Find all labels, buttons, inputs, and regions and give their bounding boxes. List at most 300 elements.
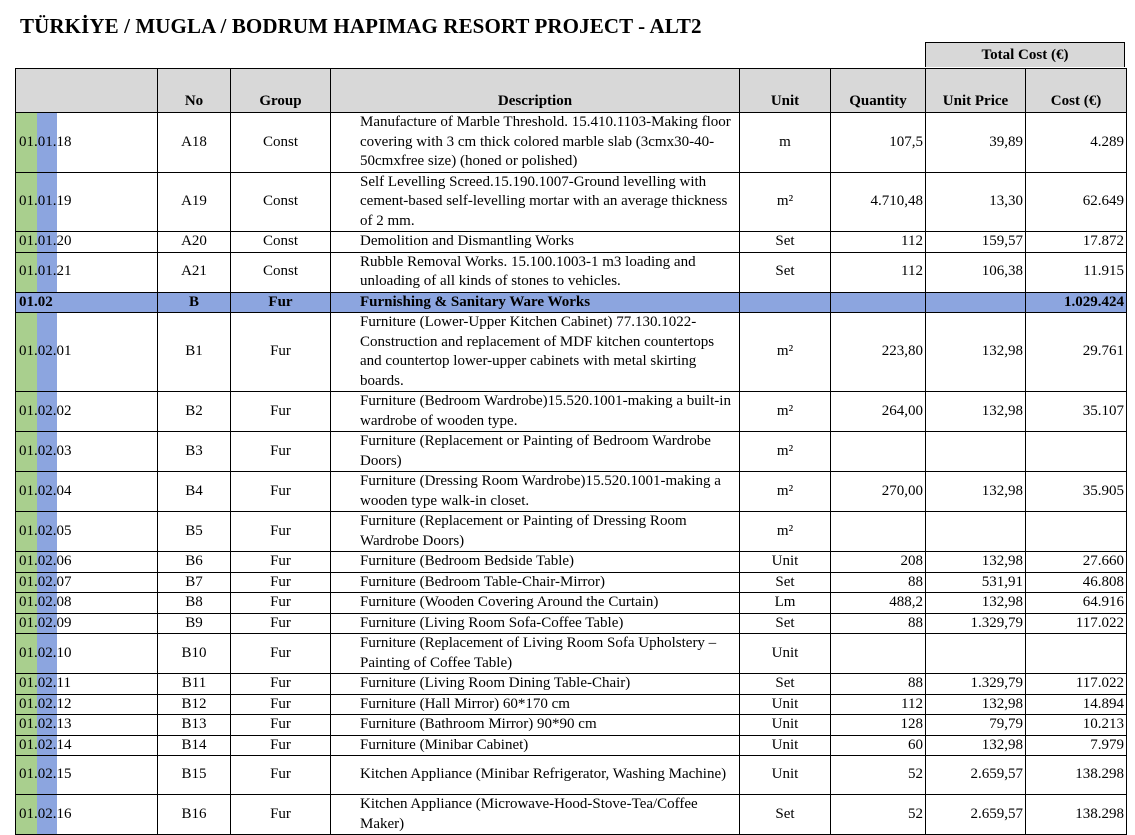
table-row bbox=[16, 756, 1127, 795]
cell-unit bbox=[740, 795, 831, 835]
cell-unit-price bbox=[926, 512, 1026, 552]
cell-quantity bbox=[831, 552, 926, 573]
cell-no bbox=[158, 756, 231, 795]
cell-unit-price-text: 2.659,57 bbox=[970, 766, 1023, 783]
table-row bbox=[16, 634, 1127, 674]
cell-no-text: B9 bbox=[185, 614, 203, 631]
cell-code-text: 01.02.09 bbox=[19, 614, 72, 631]
cell-unit-price bbox=[926, 232, 1026, 253]
cell-cost-text: 7.979 bbox=[1090, 736, 1124, 753]
cell-unit bbox=[740, 572, 831, 593]
cell-description-text: Manufacture of Marble Threshold. 15.410.1103-Making floor covering with 3 cm thick colored marble slab (3cmx30-40-50cmxfree size) (honed or polished) bbox=[360, 114, 731, 169]
cell-no bbox=[158, 472, 231, 512]
cell-description-text: Rubble Removal Works. 15.100.1003-1 m3 loading and unloading of all kinds of stones to vehicles. bbox=[360, 253, 696, 289]
boq-table bbox=[15, 68, 1127, 835]
cell-group-text: Fur bbox=[270, 482, 291, 499]
cell-cost-text: 35.905 bbox=[1082, 482, 1124, 499]
cell-unit-price-text: 106,38 bbox=[981, 263, 1023, 280]
cell-code bbox=[16, 252, 158, 292]
header-row bbox=[16, 69, 1127, 113]
cell-cost bbox=[1026, 172, 1127, 232]
cell-code-text: 01.02.01 bbox=[19, 343, 72, 360]
cell-description bbox=[331, 613, 740, 634]
cell-quantity bbox=[831, 572, 926, 593]
cell-unit-price-text: 159,57 bbox=[981, 233, 1023, 249]
cell-unit-price bbox=[926, 552, 1026, 573]
cell-unit-text: m² bbox=[776, 193, 794, 209]
cell-description bbox=[331, 252, 740, 292]
cell-group-text: Fur bbox=[270, 522, 291, 539]
cell-quantity bbox=[831, 252, 926, 292]
cell-unit bbox=[740, 735, 831, 756]
cell-quantity bbox=[831, 432, 926, 472]
cell-no bbox=[158, 313, 231, 392]
cell-unit bbox=[740, 694, 831, 715]
cell-cost bbox=[1026, 232, 1127, 253]
cell-cost-text: 35.107 bbox=[1082, 402, 1124, 419]
cell-group-text: Fur bbox=[270, 675, 291, 691]
cell-unit-text: Unit bbox=[771, 736, 799, 753]
cell-unit-text: m² bbox=[776, 442, 794, 459]
cell-cost bbox=[1026, 113, 1127, 173]
cell-cost bbox=[1026, 512, 1127, 552]
cell-description bbox=[331, 715, 740, 736]
cell-unit-text: Unit bbox=[771, 766, 799, 783]
table-row bbox=[16, 512, 1127, 552]
cell-code bbox=[16, 715, 158, 736]
cell-unit bbox=[740, 113, 831, 173]
table-row bbox=[16, 715, 1127, 736]
cell-no-text: B2 bbox=[185, 402, 203, 419]
cell-unit-price bbox=[926, 113, 1026, 173]
cell-group-text: Const bbox=[262, 233, 298, 249]
cell-no bbox=[158, 674, 231, 695]
cell-no bbox=[158, 512, 231, 552]
table-row bbox=[16, 313, 1127, 392]
cell-description-text: Furniture (Wooden Covering Around the Curtain) bbox=[360, 594, 659, 610]
cell-group-text: Fur bbox=[270, 736, 291, 753]
cell-unit-price-text: 132,98 bbox=[981, 695, 1023, 712]
col-header-unit: Unit bbox=[740, 69, 831, 113]
cell-unit bbox=[740, 232, 831, 253]
cell-group-text: Const bbox=[262, 263, 298, 280]
table-row bbox=[16, 432, 1127, 472]
cell-unit-price bbox=[926, 572, 1026, 593]
cell-quantity bbox=[831, 472, 926, 512]
cell-unit-price bbox=[926, 715, 1026, 736]
cell-code bbox=[16, 674, 158, 695]
cell-quantity bbox=[831, 634, 926, 674]
cell-group-text: Fur bbox=[270, 573, 291, 590]
cell-cost bbox=[1026, 432, 1127, 472]
cell-unit-price-text: 132,98 bbox=[981, 553, 1023, 569]
cell-unit bbox=[740, 292, 831, 313]
cell-quantity bbox=[831, 735, 926, 756]
cell-unit-price-text: 2.659,57 bbox=[970, 805, 1023, 822]
cell-unit bbox=[740, 252, 831, 292]
cell-code-text: 01.01.21 bbox=[19, 263, 72, 280]
cell-no bbox=[158, 572, 231, 593]
cell-unit bbox=[740, 593, 831, 614]
cell-unit-price-text: 39,89 bbox=[989, 133, 1023, 150]
cell-no-text: B bbox=[188, 293, 199, 310]
cell-cost bbox=[1026, 392, 1127, 432]
cell-quantity bbox=[831, 795, 926, 835]
cell-unit-text: Set bbox=[775, 263, 795, 280]
cell-unit bbox=[740, 313, 831, 392]
cell-unit-price-text: 79,79 bbox=[989, 716, 1023, 732]
cell-description-text: Furniture (Hall Mirror) 60*170 cm bbox=[360, 695, 570, 712]
cell-unit-text: m bbox=[779, 133, 791, 150]
cell-code bbox=[16, 432, 158, 472]
cell-no bbox=[158, 252, 231, 292]
cell-no-text: B5 bbox=[185, 522, 203, 539]
cell-unit-price-text: 1.329,79 bbox=[970, 614, 1023, 631]
cell-group-text: Fur bbox=[270, 766, 291, 783]
cell-quantity-text: 88 bbox=[908, 675, 923, 691]
cell-cost-text: 27.660 bbox=[1082, 553, 1124, 569]
cell-cost-text: 46.808 bbox=[1082, 573, 1124, 590]
cell-quantity-text: 223,80 bbox=[881, 343, 923, 360]
cell-no-text: B14 bbox=[181, 736, 207, 753]
cell-group-text: Fur bbox=[270, 594, 291, 610]
cell-code bbox=[16, 292, 158, 313]
cell-cost bbox=[1026, 756, 1127, 795]
cell-code bbox=[16, 552, 158, 573]
cell-description bbox=[331, 552, 740, 573]
cell-description-text: Kitchen Appliance (Minibar Refrigerator, Washing Machine) bbox=[360, 766, 727, 783]
cell-unit-text: Set bbox=[775, 805, 795, 822]
cell-description bbox=[331, 512, 740, 552]
cell-unit-price bbox=[926, 593, 1026, 614]
cell-unit-price bbox=[926, 172, 1026, 232]
cell-group-text: Fur bbox=[270, 695, 291, 712]
cell-no bbox=[158, 634, 231, 674]
cell-code-text: 01.02.08 bbox=[19, 594, 72, 610]
cell-unit-price bbox=[926, 613, 1026, 634]
cell-quantity-text: 60 bbox=[908, 736, 923, 753]
cell-no bbox=[158, 392, 231, 432]
table-row bbox=[16, 613, 1127, 634]
cell-code bbox=[16, 694, 158, 715]
cell-unit-text: Set bbox=[775, 675, 795, 691]
table-row bbox=[16, 593, 1127, 614]
cell-description-text: Furniture (Replacement or Painting of Dressing Room Wardrobe Doors) bbox=[360, 513, 687, 549]
cell-cost bbox=[1026, 795, 1127, 835]
cell-unit-price bbox=[926, 313, 1026, 392]
col-header-code bbox=[16, 69, 158, 113]
cell-code-text: 01.02.16 bbox=[19, 805, 72, 822]
cell-code bbox=[16, 593, 158, 614]
cell-quantity-text: 112 bbox=[901, 263, 923, 280]
cell-code-text: 01.02.12 bbox=[19, 695, 72, 712]
table-row bbox=[16, 735, 1127, 756]
cell-unit bbox=[740, 512, 831, 552]
cell-description-text: Furniture (Lower-Upper Kitchen Cabinet) 77.130.1022-Construction and replacement of MDF kitchen countertops and countertop lower-upper cabinets with metal skirting boards. bbox=[360, 314, 715, 389]
cell-unit-price-text: 132,98 bbox=[981, 482, 1023, 499]
cell-no bbox=[158, 232, 231, 253]
cell-unit-text: m² bbox=[776, 343, 794, 360]
cell-group bbox=[231, 694, 331, 715]
cell-code bbox=[16, 512, 158, 552]
cell-unit-text: Unit bbox=[771, 716, 799, 732]
cell-unit-price-text: 531,91 bbox=[981, 573, 1023, 590]
cell-cost-text: 64.916 bbox=[1082, 594, 1124, 610]
cell-unit bbox=[740, 392, 831, 432]
total-cost-header: Total Cost (€) bbox=[925, 42, 1125, 67]
cell-quantity bbox=[831, 313, 926, 392]
table-row bbox=[16, 252, 1127, 292]
cell-cost-text: 138.298 bbox=[1075, 805, 1124, 822]
cell-no-text: A21 bbox=[181, 263, 207, 280]
cell-code bbox=[16, 172, 158, 232]
cell-unit-price bbox=[926, 292, 1026, 313]
cell-cost bbox=[1026, 694, 1127, 715]
col-header-group: Group bbox=[231, 69, 331, 113]
cell-unit-price bbox=[926, 735, 1026, 756]
cell-no bbox=[158, 795, 231, 835]
cell-description bbox=[331, 232, 740, 253]
cell-group bbox=[231, 392, 331, 432]
cell-description bbox=[331, 472, 740, 512]
cell-group bbox=[231, 252, 331, 292]
cell-code-text: 01.02.06 bbox=[19, 553, 72, 569]
cell-description bbox=[331, 795, 740, 835]
cell-cost bbox=[1026, 252, 1127, 292]
cell-description-text: Furniture (Minibar Cabinet) bbox=[360, 736, 529, 753]
cell-group bbox=[231, 292, 331, 313]
cell-code bbox=[16, 613, 158, 634]
cell-unit-text: Lm bbox=[774, 594, 796, 610]
cell-group-text: Fur bbox=[268, 293, 293, 310]
cell-group-text: Fur bbox=[270, 442, 291, 459]
table-row bbox=[16, 795, 1127, 835]
cell-unit bbox=[740, 674, 831, 695]
cell-description-text: Self Levelling Screed.15.190.1007-Ground levelling with cement-based self-levelling mortar with an average thickness of 2 mm. bbox=[360, 173, 728, 229]
cell-unit bbox=[740, 172, 831, 232]
cell-quantity bbox=[831, 292, 926, 313]
cell-group bbox=[231, 472, 331, 512]
cell-group bbox=[231, 756, 331, 795]
cell-quantity-text: 107,5 bbox=[889, 133, 923, 150]
cell-unit-price-text: 132,98 bbox=[981, 402, 1023, 419]
cell-no bbox=[158, 694, 231, 715]
cell-cost bbox=[1026, 735, 1127, 756]
cell-cost-text: 14.894 bbox=[1082, 695, 1124, 712]
cell-description-text: Furniture (Replacement or Painting of Bedroom Wardrobe Doors) bbox=[360, 433, 711, 469]
cell-description-text: Kitchen Appliance (Microwave-Hood-Stove-Tea/Coffee Maker) bbox=[360, 796, 698, 832]
cell-no bbox=[158, 715, 231, 736]
cell-cost-text: 17.872 bbox=[1082, 233, 1124, 249]
cell-quantity-text: 112 bbox=[901, 695, 923, 712]
cell-quantity bbox=[831, 172, 926, 232]
cell-code-text: 01.02.15 bbox=[19, 766, 72, 783]
cell-description-text: Furnishing & Sanitary Ware Works bbox=[360, 293, 591, 310]
cell-group bbox=[231, 113, 331, 173]
cell-code bbox=[16, 572, 158, 593]
cell-cost bbox=[1026, 552, 1127, 573]
cell-cost bbox=[1026, 472, 1127, 512]
cell-group bbox=[231, 715, 331, 736]
cell-no-text: B4 bbox=[185, 482, 203, 499]
cell-quantity-text: 270,00 bbox=[881, 482, 923, 499]
cell-group bbox=[231, 232, 331, 253]
cell-no-text: B10 bbox=[181, 644, 207, 661]
cell-code bbox=[16, 756, 158, 795]
cell-unit bbox=[740, 613, 831, 634]
cell-code-text: 01.02.07 bbox=[19, 573, 72, 590]
cell-unit-text: Unit bbox=[771, 695, 799, 712]
cell-cost-text: 10.213 bbox=[1082, 716, 1124, 732]
cell-quantity-text: 88 bbox=[908, 614, 923, 631]
cell-group bbox=[231, 512, 331, 552]
cell-group-text: Const bbox=[262, 193, 298, 209]
cell-description-text: Furniture (Bedroom Table-Chair-Mirror) bbox=[360, 573, 605, 590]
cell-unit-text: Unit bbox=[771, 644, 799, 661]
cell-unit-text: m² bbox=[776, 522, 794, 539]
col-header-unit-price: Unit Price bbox=[926, 69, 1026, 113]
cell-no-text: A19 bbox=[181, 193, 207, 209]
cell-group bbox=[231, 552, 331, 573]
cell-unit-price bbox=[926, 694, 1026, 715]
cell-quantity-text: 112 bbox=[901, 233, 923, 249]
cell-unit-price-text: 132,98 bbox=[981, 343, 1023, 360]
cell-description-text: Furniture (Replacement of Living Room Sofa Upholstery – Painting of Coffee Table) bbox=[360, 635, 717, 671]
cell-no-text: B12 bbox=[181, 695, 207, 712]
cell-no bbox=[158, 552, 231, 573]
cell-code bbox=[16, 232, 158, 253]
table-row bbox=[16, 392, 1127, 432]
cell-unit bbox=[740, 552, 831, 573]
table-row bbox=[16, 113, 1127, 173]
section-row bbox=[16, 292, 1127, 313]
cell-code bbox=[16, 634, 158, 674]
cell-cost bbox=[1026, 674, 1127, 695]
cell-description-text: Furniture (Dressing Room Wardrobe)15.520.1001-making a wooden type walk-in closet. bbox=[360, 473, 721, 509]
table-row bbox=[16, 232, 1127, 253]
cell-quantity-text: 128 bbox=[900, 716, 923, 732]
table-row bbox=[16, 472, 1127, 512]
cell-no bbox=[158, 292, 231, 313]
table-row bbox=[16, 572, 1127, 593]
cell-description-text: Furniture (Living Room Sofa-Coffee Table) bbox=[360, 614, 624, 631]
cell-unit-price bbox=[926, 432, 1026, 472]
col-header-no: No bbox=[158, 69, 231, 113]
cell-description bbox=[331, 756, 740, 795]
cell-quantity bbox=[831, 674, 926, 695]
cell-cost bbox=[1026, 593, 1127, 614]
cell-code bbox=[16, 795, 158, 835]
cell-cost-text: 117.022 bbox=[1075, 614, 1124, 631]
cell-no-text: B11 bbox=[181, 675, 207, 691]
cell-group-text: Fur bbox=[270, 402, 291, 419]
cell-code-text: 01.02.05 bbox=[19, 522, 72, 539]
cell-cost bbox=[1026, 715, 1127, 736]
cell-group-text: Fur bbox=[270, 553, 291, 569]
cell-cost-text: 4.289 bbox=[1090, 133, 1124, 150]
cell-group-text: Const bbox=[262, 133, 298, 150]
cell-group-text: Fur bbox=[270, 343, 291, 360]
table-row bbox=[16, 674, 1127, 695]
cell-description bbox=[331, 432, 740, 472]
cell-quantity-text: 52 bbox=[908, 805, 923, 822]
cell-description bbox=[331, 292, 740, 313]
cell-quantity-text: 4.710,48 bbox=[870, 193, 923, 209]
cell-cost bbox=[1026, 572, 1127, 593]
cell-description bbox=[331, 694, 740, 715]
cell-unit bbox=[740, 715, 831, 736]
cell-group bbox=[231, 795, 331, 835]
cell-description-text: Furniture (Living Room Dining Table-Chair) bbox=[360, 675, 631, 691]
cell-no-text: B6 bbox=[185, 553, 203, 569]
cell-unit-price bbox=[926, 252, 1026, 292]
cell-group-text: Fur bbox=[270, 805, 291, 822]
cell-no bbox=[158, 113, 231, 173]
cell-cost bbox=[1026, 613, 1127, 634]
cell-unit-price-text: 1.329,79 bbox=[970, 675, 1023, 691]
cell-code-text: 01.02.04 bbox=[19, 482, 72, 499]
cell-unit bbox=[740, 634, 831, 674]
cell-group bbox=[231, 172, 331, 232]
cell-code-text: 01.02.10 bbox=[19, 644, 72, 661]
cell-unit-price bbox=[926, 392, 1026, 432]
cell-description bbox=[331, 572, 740, 593]
cell-code bbox=[16, 313, 158, 392]
cell-code-text: 01.02.11 bbox=[19, 675, 71, 691]
cell-no-text: A20 bbox=[181, 233, 207, 249]
cell-no bbox=[158, 172, 231, 232]
cell-description bbox=[331, 735, 740, 756]
cell-unit-price bbox=[926, 634, 1026, 674]
cell-unit-price bbox=[926, 472, 1026, 512]
cell-quantity bbox=[831, 715, 926, 736]
cell-quantity-text: 488,2 bbox=[889, 594, 923, 610]
cell-quantity bbox=[831, 613, 926, 634]
cell-group-text: Fur bbox=[270, 716, 291, 732]
cell-unit-price-text: 132,98 bbox=[981, 594, 1023, 610]
cell-description bbox=[331, 674, 740, 695]
cell-group-text: Fur bbox=[270, 614, 291, 631]
cell-code-text: 01.02 bbox=[19, 293, 53, 310]
table-body bbox=[16, 113, 1127, 835]
cell-description-text: Furniture (Bathroom Mirror) 90*90 cm bbox=[360, 716, 597, 732]
cell-quantity-text: 264,00 bbox=[881, 402, 923, 419]
cell-unit-text: Set bbox=[775, 233, 795, 249]
cell-unit-text: Unit bbox=[771, 553, 799, 569]
cell-code-text: 01.02.13 bbox=[19, 716, 72, 732]
cell-quantity-text: 88 bbox=[908, 573, 923, 590]
cell-quantity-text: 208 bbox=[900, 553, 923, 569]
cell-group bbox=[231, 674, 331, 695]
cell-description-text: Demolition and Dismantling Works bbox=[360, 233, 574, 249]
cell-no-text: B16 bbox=[181, 805, 207, 822]
cell-no bbox=[158, 432, 231, 472]
cell-description bbox=[331, 392, 740, 432]
cell-unit-text: m² bbox=[776, 402, 794, 419]
cell-quantity bbox=[831, 694, 926, 715]
col-header-cost: Cost (€) bbox=[1026, 69, 1127, 113]
cell-description bbox=[331, 113, 740, 173]
cell-cost-text: 117.022 bbox=[1075, 675, 1124, 691]
cell-cost bbox=[1026, 634, 1127, 674]
col-header-description: Description bbox=[331, 69, 740, 113]
cell-code-text: 01.02.14 bbox=[19, 736, 72, 753]
cell-unit-text: Set bbox=[775, 614, 795, 631]
cell-no-text: B15 bbox=[181, 766, 207, 783]
cell-unit bbox=[740, 756, 831, 795]
cell-quantity bbox=[831, 756, 926, 795]
cell-description bbox=[331, 313, 740, 392]
